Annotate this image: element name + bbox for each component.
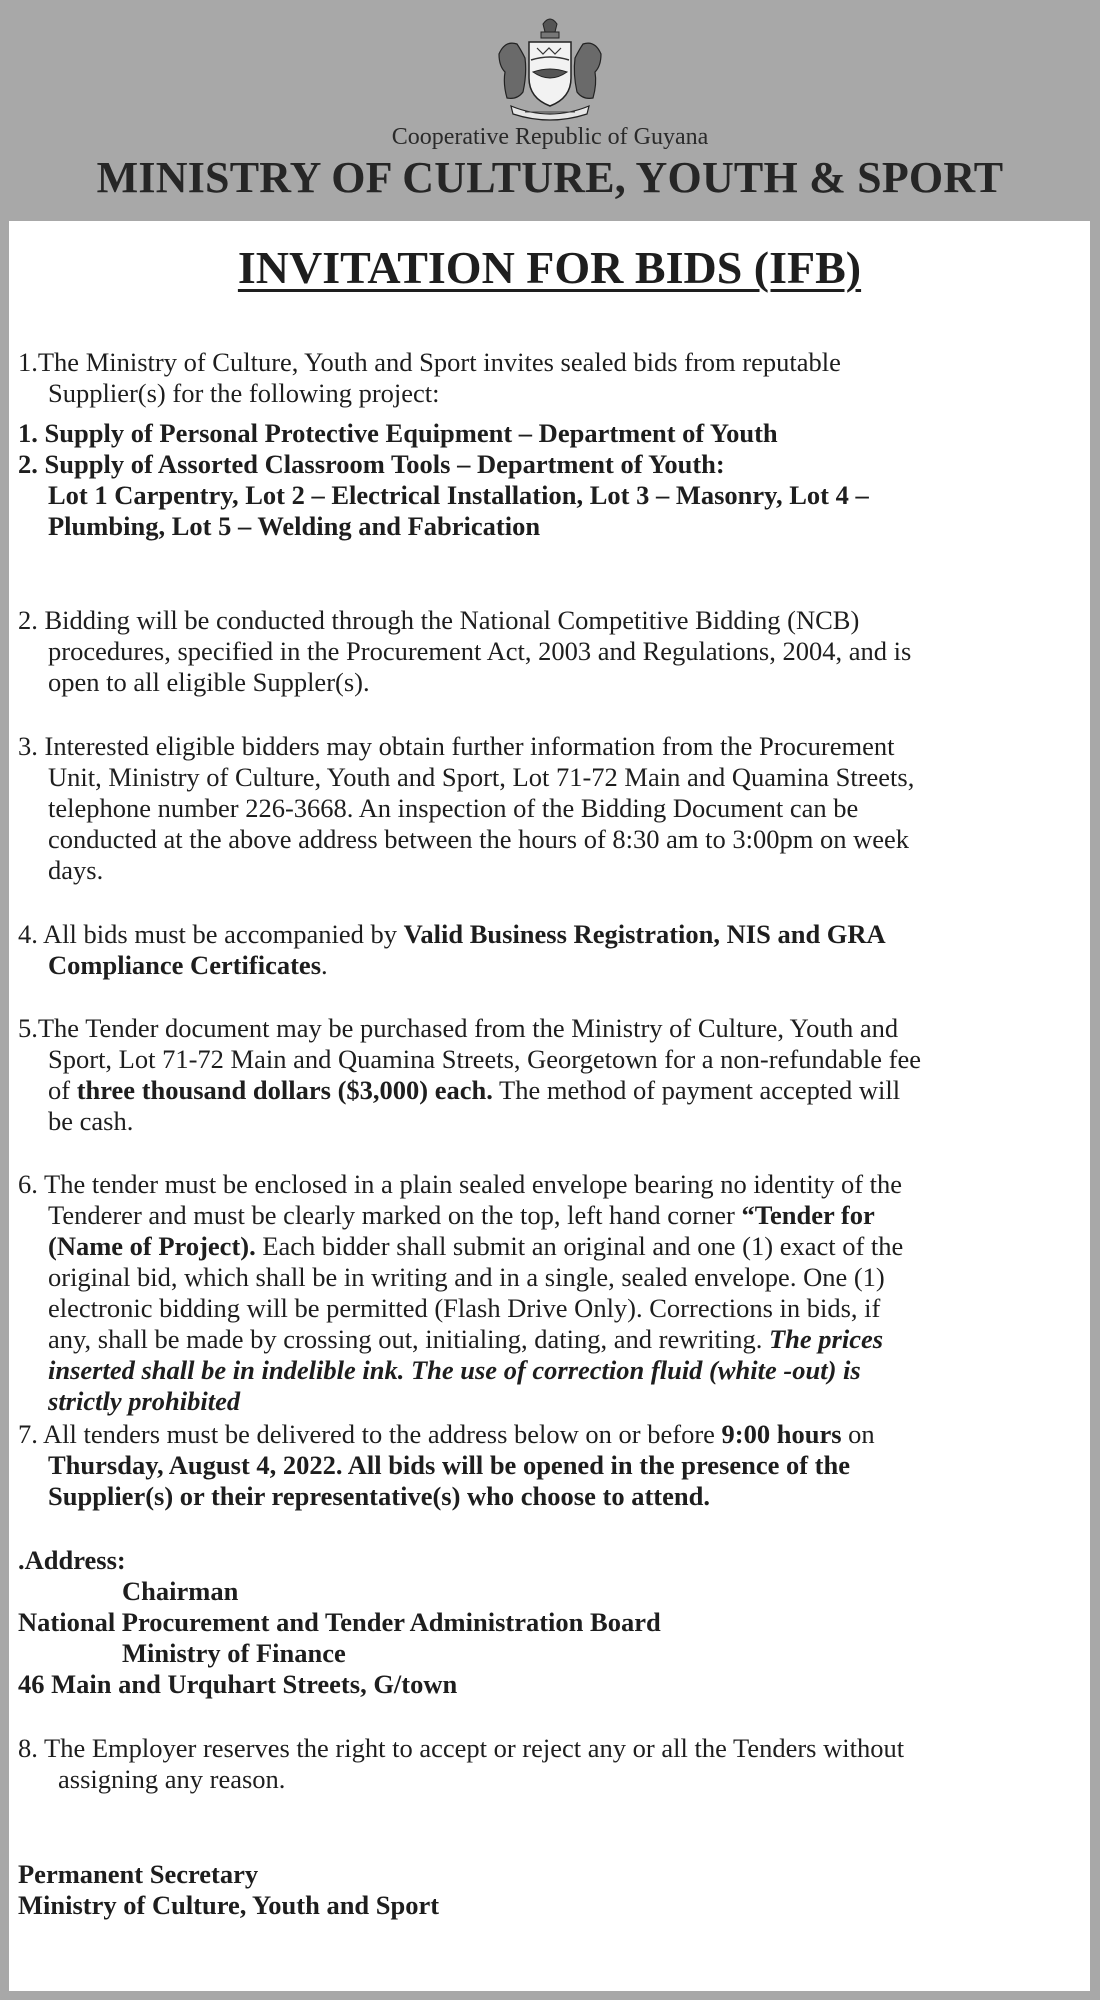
project-list: 1. Supply of Personal Protective Equipment – Department of Youth 2. Supply of Assorted Classroom Tools – Department of Youth: Lot 1 Carpentry, Lot 2 – Electrical Installation, Lot 3 – Masonry, Lot 4 – Plumbing, Lot 5 – Welding and Fabrication bbox=[18, 418, 869, 541]
header-banner bbox=[0, 0, 1100, 220]
project-item-2: 2. Supply of Assorted Classroom Tools – Department of Youth: bbox=[18, 449, 725, 479]
ministry-name: MINISTRY OF CULTURE, YOUTH & SPORT bbox=[96, 153, 1004, 202]
paragraph-2: 2. Bidding will be conducted through the National Competitive Bidding (NCB) procedures, specified in the Procurement Act, 2003 and Regulations, 2004, and is open to all eligible Suppler(s). bbox=[18, 605, 912, 697]
project-item-1: 1. Supply of Personal Protective Equipment – Department of Youth bbox=[18, 418, 778, 448]
paragraph-6: 6. The tender must be enclosed in a plain sealed envelope bearing no identity of the Tenderer and must be clearly marked on the top, left hand corner “Tender for (Name of Project). Each bidder shall submit an original and one (1) exact of the original bid, which shall be in writing and in a single, sealed envelope. One (1) electronic bidding will be permitted (Flash Drive Only). Corrections in bids, if any, shall be made by crossing out, initialing, dating, and rewriting. The prices inserted shall be in indelible ink. The use of correction fluid (white -out) is strictly prohibited bbox=[18, 1169, 904, 1416]
paragraph-7: 7. All tenders must be delivered to the address below on or before 9:00 hours on Thursday, August 4, 2022. All bids will be opened in the presence of the Supplier(s) or their representative(s) who choose to attend. bbox=[18, 1419, 875, 1511]
paragraph-3: 3. Interested eligible bidders may obtain further information from the Procurement Unit, Ministry of Culture, Youth and Sport, Lot 71-72 Main and Quamina Streets, telephone number 226-3668. An inspection of the Bidding Document can be conducted at the above address between the hours of 8:30 am to 3:00pm on week days. bbox=[18, 731, 915, 885]
republic-name: Cooperative Republic of Guyana bbox=[391, 124, 709, 150]
signature-block: Permanent Secretary Ministry of Culture, Youth and Sport bbox=[18, 1859, 440, 1920]
paragraph-4: 4. All bids must be accompanied by Valid Business Registration, NIS and GRA Compliance Certificates. bbox=[18, 919, 886, 980]
address-block: .Address: Chairman National Procurement and Tender Administration Board Ministry of Finance 46 Main and Urquhart Streets, G/town bbox=[18, 1545, 661, 1699]
paragraph-8: 8. The Employer reserves the right to accept or reject any or all the Tenders without assigning any reason. bbox=[18, 1733, 905, 1794]
address-label: .Address: bbox=[18, 1545, 126, 1575]
notice-panel bbox=[9, 221, 1090, 1991]
paragraph-1: 1.The Ministry of Culture, Youth and Sport invites sealed bids from reputable Supplier(s) for the following project: bbox=[18, 347, 841, 408]
notice-title: INVITATION FOR BIDS (IFB) bbox=[237, 242, 862, 293]
coat-of-arms-icon bbox=[491, 14, 609, 122]
paragraph-5: 5.The Tender document may be purchased from the Ministry of Culture, Youth and Sport, Lot 71-72 Main and Quamina Streets, Georgetown for a non-refundable fee of three thousand dollars ($3,000) each. The method of payment accepted will be cash. bbox=[18, 1013, 922, 1136]
